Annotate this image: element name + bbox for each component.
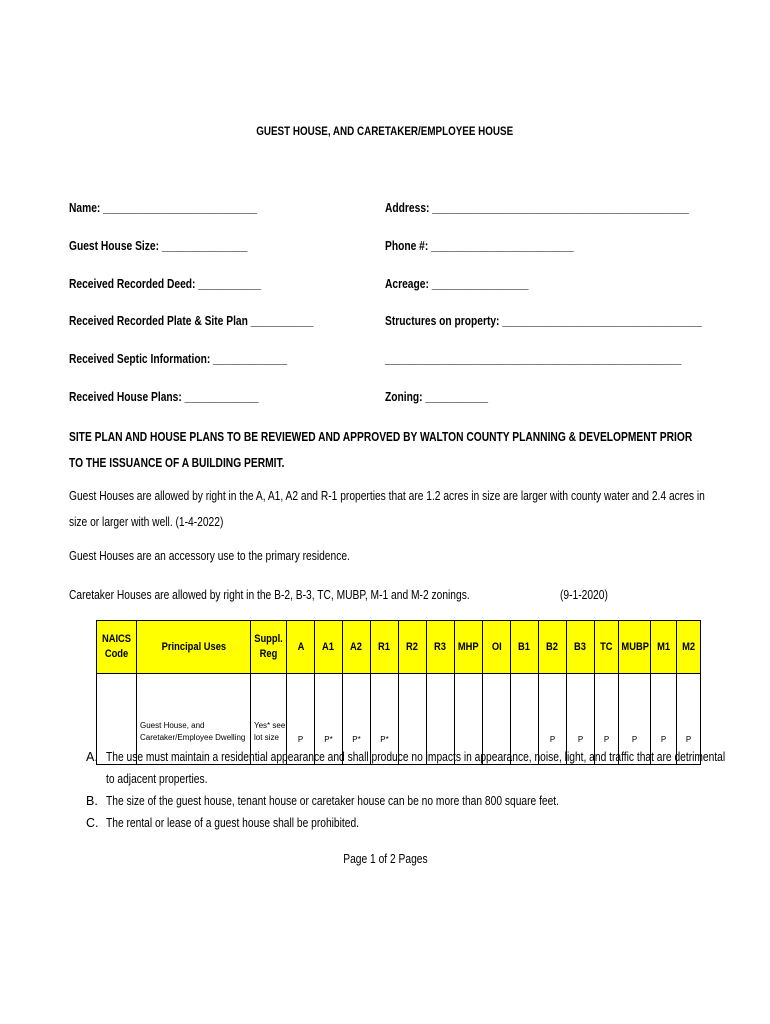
blank-line-field: ____________________________________________________ [385,352,682,366]
zone-header: A1 [315,621,343,674]
zone-header: MHP [455,621,483,674]
name-field: Name: ___________________________ [69,201,258,215]
house-plans-field: Received House Plans: _____________ [69,390,259,404]
zone-cell: P [539,674,567,765]
zone-header: A [287,621,315,674]
suppl-reg-header: Suppl. Reg [251,621,287,674]
guest-house-size-field: Guest House Size: _______________ [69,239,248,253]
zone-header: R2 [399,621,427,674]
accessory-paragraph: Guest Houses are an accessory use to the primary residence. [69,549,350,563]
zone-header: MUBP [619,621,651,674]
list-item [86,812,726,834]
zone-cell: P [595,674,619,765]
zone-cell: P [651,674,677,765]
zone-header: TC [595,621,619,674]
list-item [86,790,726,812]
allowed-paragraph: Guest Houses are allowed by right in the A, A1, A2 and R-1 properties that are 1.2 acres in size are larger with county water and 2.4 acres in size or larger with well. (1-4-2022) [69,489,705,529]
table-header-row [97,621,701,674]
structures-field: Structures on property: ___________________________________ [385,314,702,328]
acreage-field: Acreage: _________________ [385,277,529,291]
page-title: GUEST HOUSE, AND CARETAKER/EMPLOYEE HOUSE [256,124,514,138]
principal-use-cell: Guest House, and Caretaker/Employee Dwelling [137,674,251,765]
zone-cell: P [567,674,595,765]
zone-header: B3 [567,621,595,674]
zone-header: R1 [371,621,399,674]
page-number: Page 1 of 2 Pages [342,852,428,866]
zone-header: M1 [651,621,677,674]
list-item-text: The size of the guest house, tenant house or caretaker house can be no more than 800 square feet. [106,794,560,808]
plate-site-plan-field: Received Recorded Plate & Site Plan ___________ [69,314,314,328]
address-field: Address: _____________________________________________ [385,201,689,215]
zone-cell: P [287,674,315,765]
zone-header: R3 [427,621,455,674]
list-item-letter: A. [86,750,98,764]
list-item-text: The rental or lease of a guest house shall be prohibited. [106,816,360,830]
caretaker-paragraph: Caretaker Houses are allowed by right in the B-2, B-3, TC, MUBP, M-1 and M-2 zonings. [69,588,470,602]
zone-cell: P [619,674,651,765]
naics-header: NAICS Code [97,621,137,674]
conditions-list [86,746,726,834]
recorded-deed-field: Received Recorded Deed: ___________ [69,277,262,291]
suppl-reg-cell: Yes* see lot size [251,674,287,765]
list-item [86,746,726,790]
zone-cell: P* [315,674,343,765]
zone-header: B1 [511,621,539,674]
caretaker-date: (9-1-2020) [560,588,608,602]
principal-uses-header: Principal Uses [137,621,251,674]
list-item-letter: B. [86,794,98,808]
zone-cell: P* [343,674,371,765]
zone-header: M2 [677,621,701,674]
zone-header: A2 [343,621,371,674]
site-plan-notice: SITE PLAN AND HOUSE PLANS TO BE REVIEWED AND APPROVED BY WALTON COUNTY PLANNING & DEVELOPMENT PRIOR TO THE ISSUANCE OF A BUILDING PERMIT. [69,430,693,470]
zone-cell: P* [371,674,399,765]
principal-uses-table [96,620,701,765]
list-item-letter: C. [86,816,99,830]
phone-field: Phone #: _________________________ [385,239,574,253]
zone-header: B2 [539,621,567,674]
septic-field: Received Septic Information: _____________ [69,352,288,366]
list-item-text: The use must maintain a residential appearance and shall produce no impacts in appearance, noise, light, and traffic that are detrimental to adjacent properties. [106,750,726,786]
zone-cell: P [677,674,701,765]
zoning-field: Zoning: ___________ [385,390,489,404]
zone-header: OI [483,621,511,674]
